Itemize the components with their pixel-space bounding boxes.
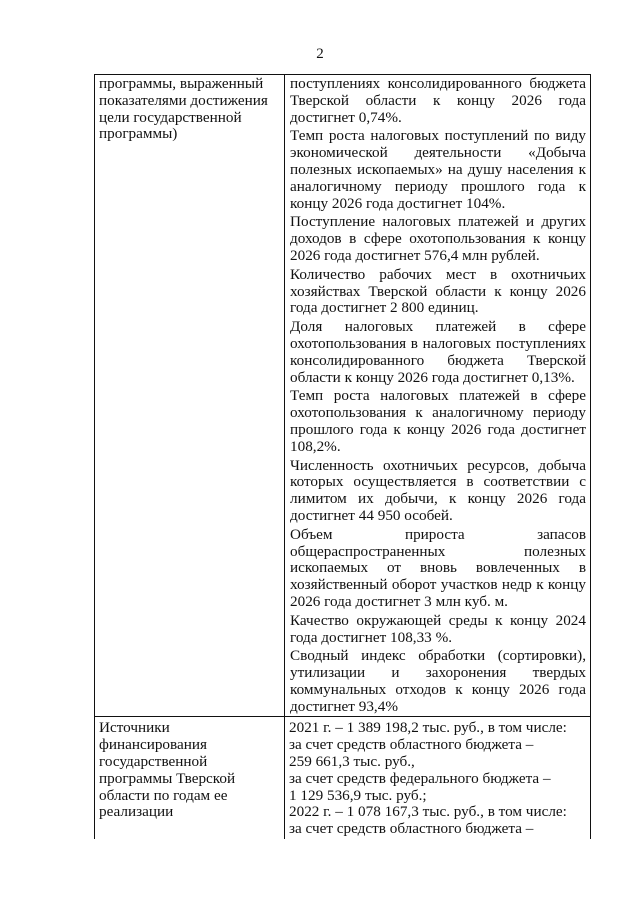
indicator-paragraph: Доля налоговых платежей в сфере охотопользования в налоговых поступлениях консолидированного бюджета Тверской области к концу 2026 года достигнет 0,13%. (290, 318, 586, 386)
indicator-paragraph: Качество окружающей среды к концу 2024 года достигнет 108,33 %. (290, 611, 586, 646)
indicator-paragraph: Численность охотничьих ресурсов, добыча которых осуществляется в соответствии с лимитом их добычи, к концу 2026 года достигнет 44 950 особей. (290, 456, 586, 524)
indicator-paragraph: Поступление налоговых платежей и других доходов в сфере охотопользования к концу 2026 года достигнет 576,4 млн рублей. (290, 213, 586, 264)
funding-line: 1 129 536,9 тыс. руб.; (289, 786, 427, 804)
indicator-paragraph: Темп роста налоговых поступлений по виду экономической деятельности «Добыча полезных ископаемых» на душу населения к аналогичному периоду прошлого года к концу 2026 года достигнет 104%. (290, 127, 586, 212)
indicator-paragraph: Количество рабочих мест в охотничьих хозяйствах Тверской области к концу 2026 года достигнет 2 800 единиц. (290, 265, 586, 317)
funding-label-cell: Источники финансирования государственной программы Тверской области по годам ее реализации (95, 717, 285, 839)
indicator-paragraph: Сводный индекс обработки (сортировки), утилизации и захоронения твердых коммунальных отходов к концу 2026 года достигнет 93,4% (290, 647, 586, 715)
funding-line: 259 661,3 тыс. руб., (289, 753, 415, 771)
indicators-label-cell: программы, выраженный показателями достижения цели государственной программы) (95, 75, 285, 717)
funding-line: за счет средств областного бюджета – (289, 820, 534, 838)
indicator-paragraph: Объем прироста запасов общераспространенных полезных ископаемых от вновь вовлеченных в хозяйственный оборот участков недр к концу 2026 года достигнет 3 млн куб. м. (290, 525, 586, 610)
funding-line: за счет средств федерального бюджета – (289, 769, 551, 787)
indicators-value-cell (285, 75, 591, 717)
table-row-target-indicators (95, 75, 591, 717)
funding-value-cell (285, 717, 591, 839)
funding-line: 2022 г. – 1 078 167,3 тыс. руб., в том числе: (289, 803, 567, 821)
page-number: 2 (316, 46, 324, 62)
indicator-paragraph: поступлениях консолидированного бюджета Тверской области к концу 2026 года достигнет 0,74%. (290, 75, 586, 126)
table-row-funding-sources (95, 717, 591, 839)
funding-line: 2021 г. – 1 389 198,2 тыс. руб., в том числе: (289, 719, 567, 737)
program-passport-table (94, 74, 591, 839)
indicator-paragraph: Темп роста налоговых платежей в сфере охотопользования к аналогичному периоду прошлого года к концу 2026 года достигнет 108,2%. (290, 387, 586, 455)
funding-line: за счет средств областного бюджета – (289, 736, 534, 754)
